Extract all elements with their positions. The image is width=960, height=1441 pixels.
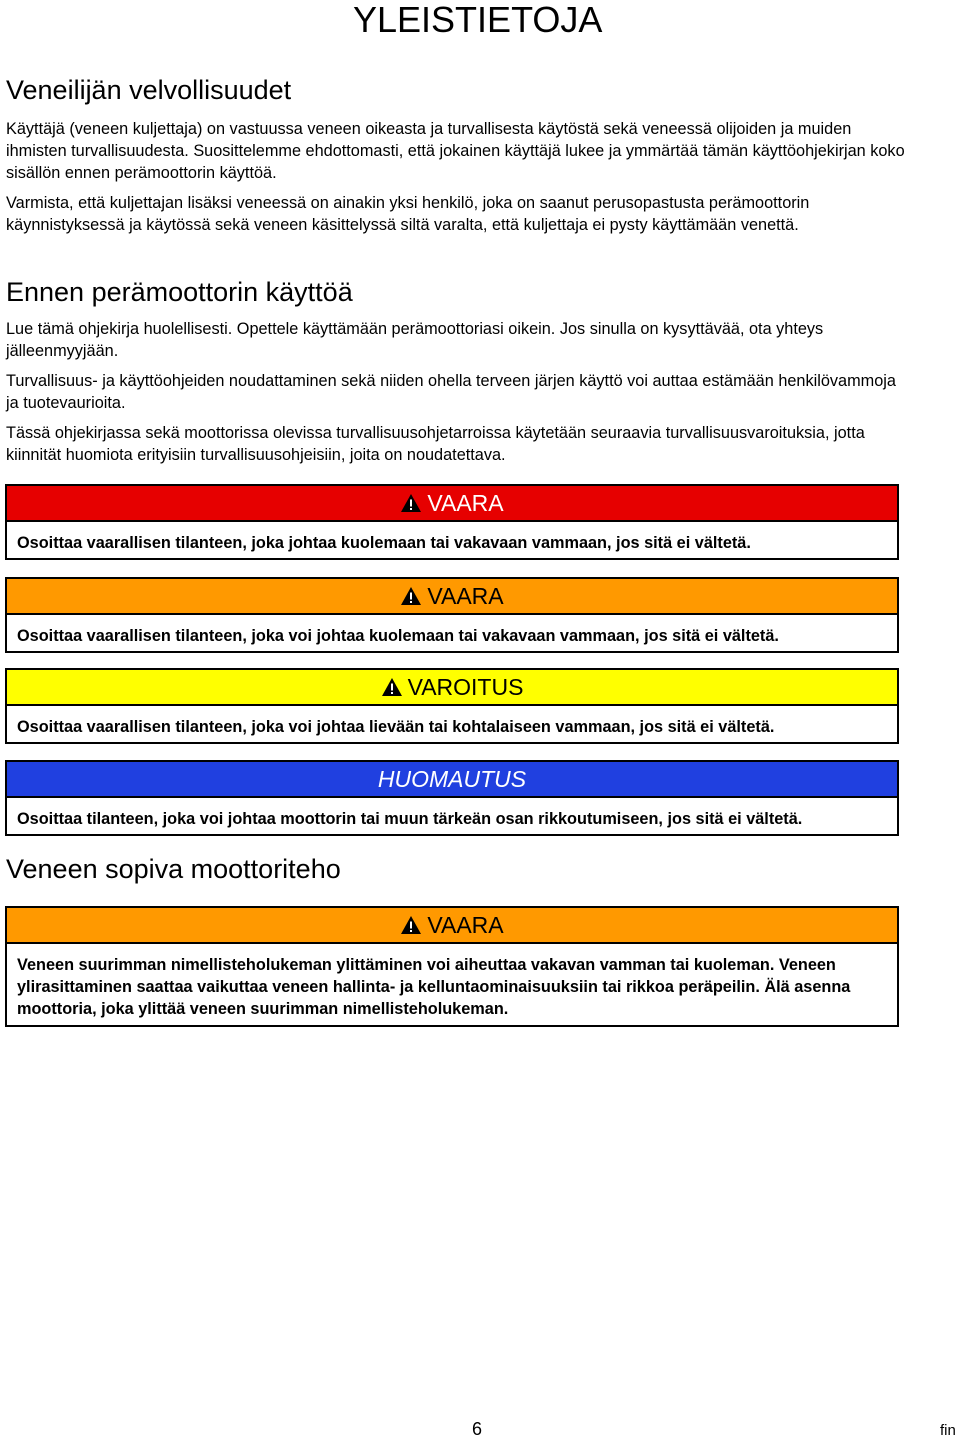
alert-text: Osoittaa tilanteen, joka voi johtaa moottorin tai muun tärkeän osan rikkoutumiseen, jos sitä ei vältetä. [17, 810, 803, 828]
alert-label: VAARA [427, 912, 504, 938]
danger-alert-box [5, 906, 899, 1027]
warning-triangle-icon [400, 915, 422, 935]
alert-label: HUOMAUTUS [377, 766, 527, 792]
danger-alert-box [5, 484, 899, 560]
warning-alert-box [5, 668, 899, 744]
alert-header [7, 762, 897, 798]
warning-triangle-icon [381, 677, 403, 697]
language-code: fin [940, 1422, 956, 1439]
alert-text: Osoittaa vaarallisen tilanteen, joka voi johtaa lievään tai kohtalaiseen vammaan, jos sitä ei vältetä. [17, 718, 775, 736]
section-heading-operator-responsibilities: Veneilijän velvollisuudet [6, 75, 292, 105]
page-title: YLEISTIETOJA [353, 0, 603, 40]
alert-label: VAARA [427, 490, 504, 516]
alert-header [7, 486, 897, 522]
alert-header [7, 908, 897, 944]
paragraph: Tässä ohjekirjassa sekä moottorissa olevissa turvallisuusohjetarroissa käytetään seuraavia turvallisuusvaroituksia, jotta kiinnität huomiota erityisiin turvallisuusohjeisiin, joita on noudatettava. [6, 424, 865, 464]
paragraph: Lue tämä ohjekirja huolellisesti. Opettele käyttämään perämoottoriasi oikein. Jos sinulla on kysyttävää, ota yhteys jälleenmyyjään. [6, 320, 824, 360]
alert-label: VAROITUS [407, 674, 524, 700]
alert-label: VAARA [427, 583, 504, 609]
alert-header [7, 670, 897, 706]
alert-text: Osoittaa vaarallisen tilanteen, joka voi johtaa kuolemaan tai vakavaan vammaan, jos sitä ei vältetä. [17, 627, 779, 645]
page-number: 6 [472, 1419, 483, 1439]
paragraph: Turvallisuus- ja käyttöohjeiden noudattaminen sekä niiden ohella terveen järjen käyttö voi auttaa estämään henkilövammoja ja tuotevaurioita. [6, 372, 896, 412]
notice-alert-box [5, 760, 899, 836]
paragraph: Käyttäjä (veneen kuljettaja) on vastuussa veneen oikeasta ja turvallisesta käytöstä sekä veneessä olijoiden ja muiden ihmisten turvallisuudesta. Suosittelemme ehdottomasti, että jokainen käyttäjä lukee ja ymmärtää tämän käyttöohjekirjan koko sisällön ennen perämoottorin käyttöä. [6, 120, 905, 182]
section-heading-horsepower: Veneen sopiva moottoriteho [6, 854, 341, 884]
danger-alert-box [5, 577, 899, 653]
alert-text: Veneen suurimman nimellisteholukeman ylittäminen voi aiheuttaa vakavan vamman tai kuoleman. Veneen ylirasittaminen saattaa vaikuttaa veneen hallinta- ja kelluntaominaisuuksiin tai rikkoa peräpeilin. Älä asenna moottoria, joka ylittää veneen suurimman nimellisteholukeman. [17, 956, 851, 1018]
paragraph: Varmista, että kuljettajan lisäksi veneessä on ainakin yksi henkilö, joka on saanut perusopastusta perämoottorin käynnistyksessä ja käytössä sekä veneen käsittelyssä siltä varalta, että kuljettaja ei pysty käyttämään venettä. [6, 194, 810, 234]
alert-text: Osoittaa vaarallisen tilanteen, joka johtaa kuolemaan tai vakavaan vammaan, jos sitä ei vältetä. [17, 534, 751, 552]
warning-triangle-icon [400, 493, 422, 513]
alert-header [7, 579, 897, 615]
warning-triangle-icon [400, 586, 422, 606]
section-heading-before-operation: Ennen perämoottorin käyttöä [6, 277, 353, 307]
